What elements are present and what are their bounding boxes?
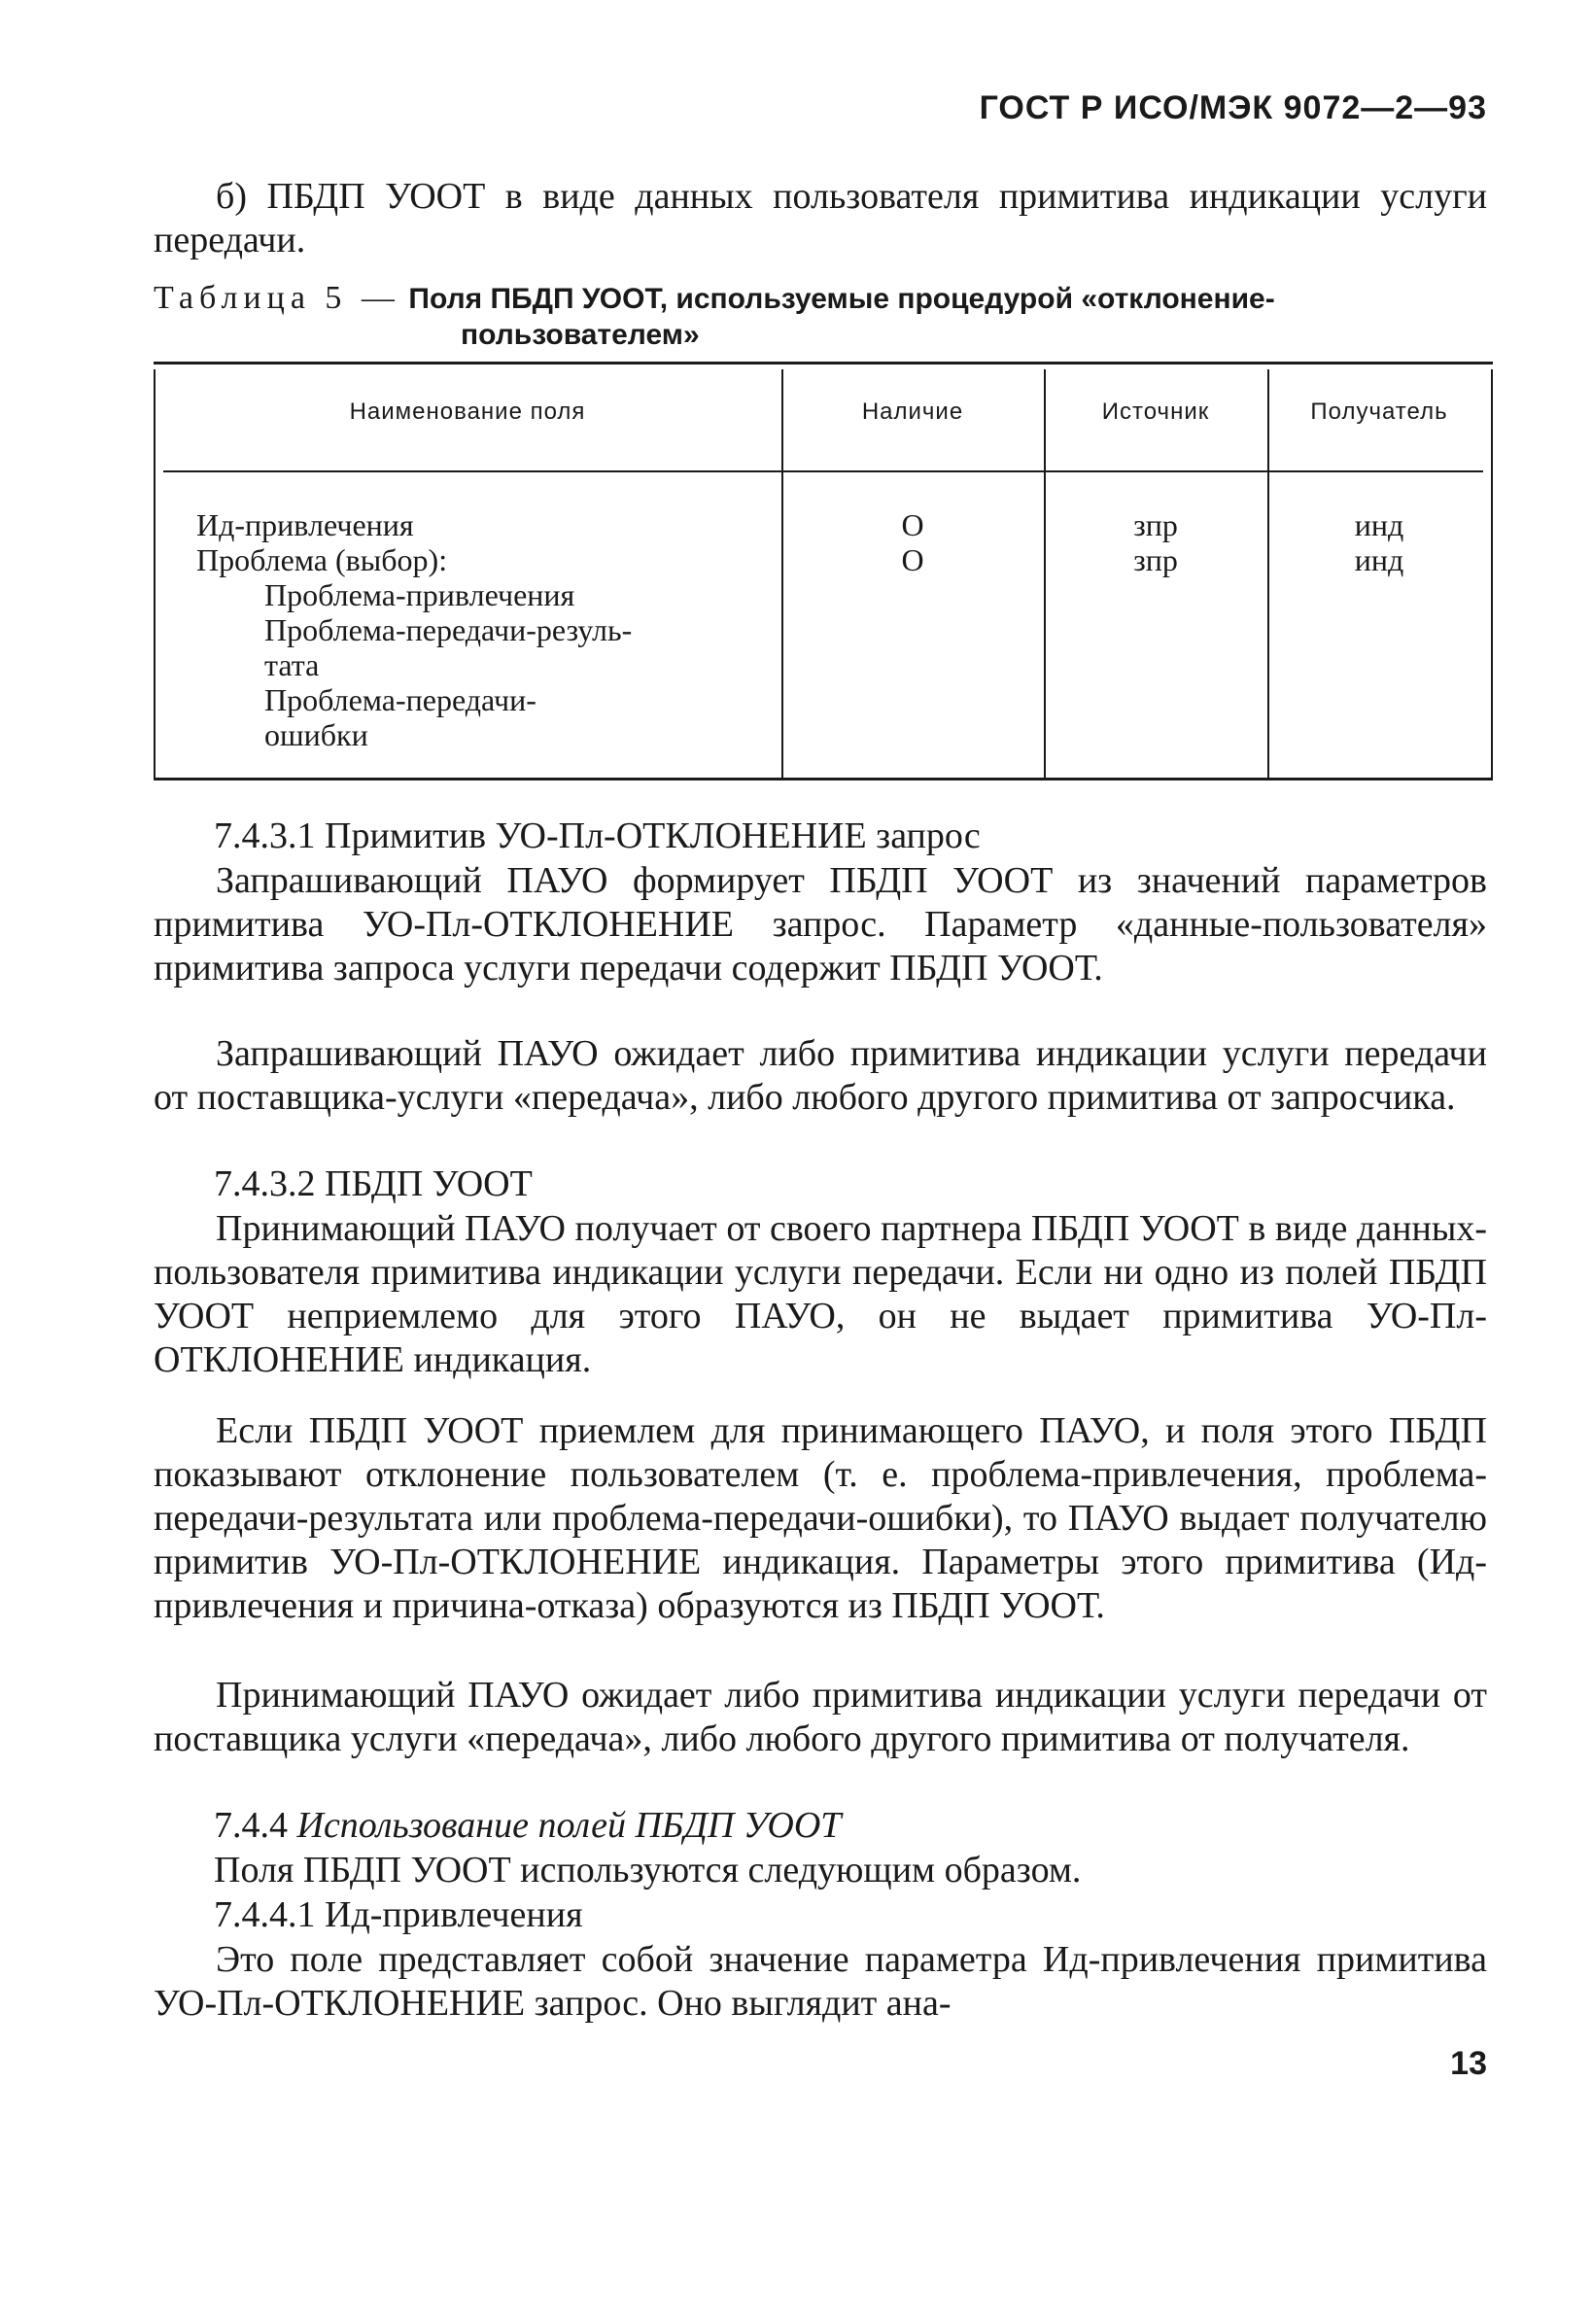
section-7432-paragraph-1: Принимающий ПАУО получает от своего партнера ПБДП УООТ в виде данных-пользователя примитива индикации услуги передачи. Если ни одно из полей ПБДП УООТ неприемлемо для этого ПАУО, он не выдает примитива УО-Пл-ОТКЛОНЕНИЕ индикация.: [154, 1208, 1487, 1380]
table-caption-title-cont: пользователем»: [461, 319, 700, 351]
intro-item: б) ПБДП УООТ в виде данных пользователя примитива индикации услуги передачи.: [154, 176, 1487, 260]
row2-source: зпр: [1133, 542, 1178, 577]
header-source: Источник: [1101, 399, 1210, 425]
table-caption: [154, 280, 1495, 318]
sub-item-3: тата: [264, 647, 320, 682]
header-field-name: Наименование поля: [349, 399, 586, 425]
section-744-heading: [214, 1804, 1487, 1848]
section-744-title: Использование полей ПБДП УООТ: [296, 1805, 842, 1846]
header-receiver: Получатель: [1310, 399, 1448, 425]
sub-item-4: Проблема-передачи-: [264, 682, 536, 717]
section-7431-paragraph-1: Запрашивающий ПАУО формирует ПБДП УООТ из значений параметров примитива УО-Пл-ОТКЛОНЕНИЕ запрос. Параметр «данные-пользователя» примитива запроса услуги передачи содержит ПБДП УООТ.: [154, 860, 1487, 989]
row1-source: зпр: [1133, 507, 1178, 542]
row2-presence: О: [901, 542, 924, 577]
row1-presence: О: [901, 507, 924, 542]
section-7441-paragraph-1: Это поле представляет собой значение параметра Ид-привлечения примитива УО-Пл-ОТКЛОНЕНИЕ запрос. Оно выглядит ана-: [154, 1939, 1487, 2024]
sub-item-2: Проблема-передачи-резуль-: [264, 612, 633, 647]
section-7431-heading: 7.4.3.1 Примитив УО-Пл-ОТКЛОНЕНИЕ запрос: [214, 815, 981, 856]
table-left-border: [154, 369, 156, 778]
table-header-rule: [163, 470, 1483, 472]
table-right-border: [1491, 369, 1493, 778]
row1-receiver: инд: [1354, 507, 1404, 542]
sub-item-1: Проблема-привлечения: [264, 577, 575, 612]
header-presence: Наличие: [861, 399, 964, 425]
table-top-rule: [154, 362, 1493, 364]
fields-table: [154, 362, 1493, 787]
table-caption-title: Поля ПБДП УООТ, используемые процедурой «отклонение-: [408, 283, 1275, 315]
table-caption-label: Таблица 5 —: [154, 280, 400, 316]
section-7432-paragraph-2: Если ПБДП УООТ приемлем для принимающего ПАУО, и поля этого ПБДП показывают отклонение пользователем (т. е. проблема-привлечения, проблема-передачи-результата или проблема-передачи-ошибки), то ПАУО выдает получателю примитив УО-Пл-ОТКЛОНЕНИЕ индикация. Параметры этого примитива (Ид-привлечения и причина-отказа) образуются из ПБДП УООТ.: [154, 1410, 1487, 1626]
page-number: 13: [1450, 2045, 1487, 2082]
section-7441-heading: 7.4.4.1 Ид-привлечения: [214, 1894, 583, 1935]
table-bottom-rule: [154, 778, 1493, 780]
section-744-number: 7.4.4: [214, 1805, 288, 1846]
row1-field-name: Ид-привлечения: [196, 507, 414, 542]
section-7432-paragraph-3: Принимающий ПАУО ожидает либо примитива индикации услуги передачи от поставщика услуги «передача», либо любого другого примитива от получателя.: [154, 1675, 1487, 1759]
page-header: ГОСТ Р ИСО/МЭК 9072—2—93: [979, 89, 1487, 126]
sub-item-5: ошибки: [264, 717, 368, 752]
section-744-paragraph-1: Поля ПБДП УООТ используются следующим образом.: [214, 1850, 1082, 1890]
section-7432-heading: 7.4.3.2 ПБДП УООТ: [214, 1163, 533, 1204]
row2-receiver: инд: [1354, 542, 1404, 577]
section-7431-paragraph-2: Запрашивающий ПАУО ожидает либо примитива индикации услуги передачи от поставщика-услуги «передача», либо любого другого примитива от запросчика.: [154, 1033, 1487, 1118]
row2-field-name: Проблема (выбор):: [196, 542, 448, 577]
